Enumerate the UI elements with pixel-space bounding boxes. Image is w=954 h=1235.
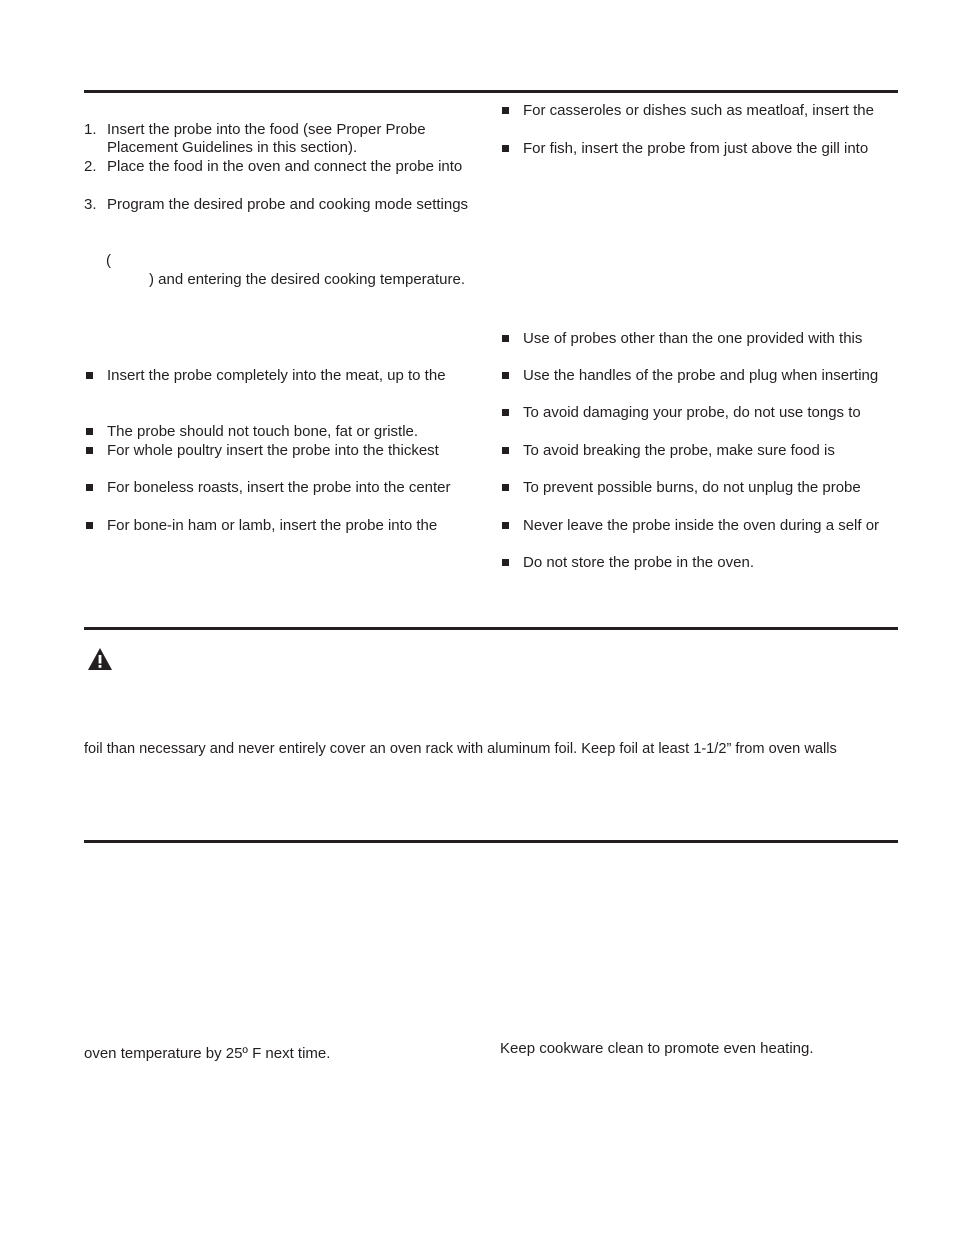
bullet-square	[502, 372, 509, 379]
warning-triangle-icon	[87, 647, 113, 671]
step-number: 2.	[84, 158, 97, 175]
step-number: 3.	[84, 196, 97, 213]
list-item: Insert the probe completely into the meat, up to the	[107, 367, 446, 384]
list-item: For casseroles or dishes such as meatloaf, insert the	[523, 102, 874, 119]
bullet-square	[86, 484, 93, 491]
step-number: 1.	[84, 121, 97, 138]
list-item: For fish, insert the probe from just above the gill into	[523, 140, 869, 157]
list-item: To prevent possible burns, do not unplug the probe	[523, 479, 861, 496]
list-item: Use of probes other than the one provided with this	[523, 330, 863, 347]
section-rule-top	[84, 90, 898, 93]
bullet-square	[86, 522, 93, 529]
list-item: To avoid damaging your probe, do not use tongs to	[523, 404, 861, 421]
cookware-note: Keep cookware clean to promote even heating.	[500, 1040, 814, 1057]
section-rule-bottom	[84, 840, 898, 843]
bullet-square	[86, 447, 93, 454]
bullet-square	[502, 522, 509, 529]
bullet-square	[502, 409, 509, 416]
bullet-square	[502, 447, 509, 454]
bullet-square	[502, 335, 509, 342]
step-text: Place the food in the oven and connect the probe into	[107, 158, 463, 175]
bullet-square	[502, 145, 509, 152]
step-text: (	[106, 252, 111, 269]
list-item: For boneless roasts, insert the probe into the center	[107, 479, 451, 496]
list-item: Do not store the probe in the oven.	[523, 554, 754, 571]
list-item: For whole poultry insert the probe into the thickest	[107, 442, 439, 459]
step-text: Program the desired probe and cooking mode settings	[107, 196, 469, 213]
list-item: Never leave the probe inside the oven during a self or	[523, 517, 880, 534]
bullet-square	[502, 559, 509, 566]
list-item: For bone-in ham or lamb, insert the probe into the	[107, 517, 438, 534]
section-rule-warning	[84, 627, 898, 630]
bullet-square	[86, 372, 93, 379]
bullet-square	[502, 107, 509, 114]
bullet-square	[86, 428, 93, 435]
list-item: The probe should not touch bone, fat or gristle.	[107, 423, 419, 440]
step-text: Placement Guidelines in this section).	[107, 139, 358, 156]
step-text: ) and entering the desired cooking temperature.	[149, 271, 466, 288]
list-item: To avoid breaking the probe, make sure food is	[523, 442, 835, 459]
bullet-square	[502, 484, 509, 491]
oven-temperature-note: oven temperature by 25º F next time.	[84, 1045, 331, 1062]
list-item: Use the handles of the probe and plug when inserting	[523, 367, 879, 384]
step-text: Insert the probe into the food (see Proper Probe	[107, 121, 426, 138]
foil-warning-text: foil than necessary and never entirely cover an oven rack with aluminum foil. Keep foil at least 1-1/2” from oven walls	[84, 741, 837, 757]
